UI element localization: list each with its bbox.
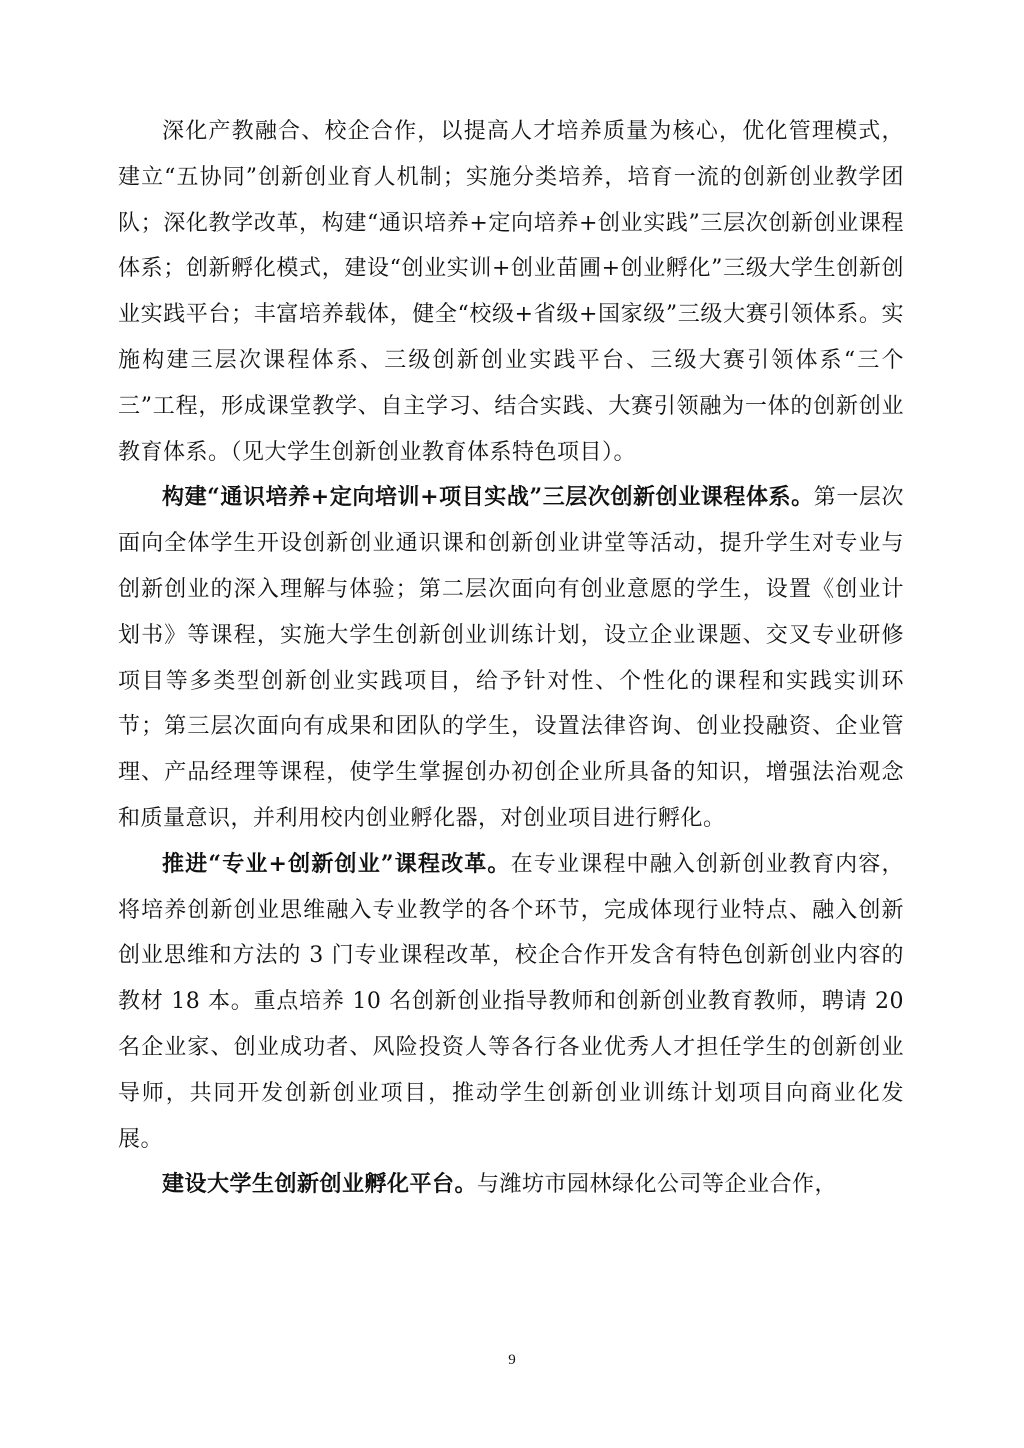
- paragraph-lead: 构建“通识培养+定向培训+项目实战”三层次创新创业课程体系。: [162, 484, 814, 511]
- document-body: [118, 109, 904, 1208]
- paragraph-curriculum-system: [118, 475, 904, 841]
- page-number: 9: [508, 1352, 516, 1368]
- paragraph-text: 与潍坊市园林绿化公司等企业合作，: [477, 1172, 838, 1198]
- paragraph-incubation-platform: [118, 1162, 904, 1208]
- paragraph-text: 深化产教融合、校企合作，以提高人才培养质量为核心，优化管理模式，建立“五协同”创新创业育人机制；实施分类培养，培育一流的创新创业教学团队；深化教学改革，构建“通识培养+定向培养+创业实践”三层次创新创业课程体系；创新孵化模式，建设“创业实训+创业苗圃+创业孵化”三级大学生创新创业实践平台；丰富培养载体，健全“校级+省级+国家级”三级大赛引领体系。实施构建三层次课程体系、三级创新创业实践平台、三级大赛引领体系“三个三”工程，形成课堂教学、自主学习、结合实践、大赛引领融为一体的创新创业教育体系。（见大学生创新创业教育体系特色项目）。: [118, 119, 904, 465]
- paragraph-lead: 推进“专业+创新创业”课程改革。: [162, 850, 511, 877]
- paragraph-text: 第一层次面向全体学生开设创新创业通识课和创新创业讲堂等活动，提升学生对专业与创新创业的深入理解与体验；第二层次面向有创业意愿的学生，设置《创业计划书》等课程，实施大学生创新创业训练计划，设立企业课题、交叉专业研修项目等多类型创新创业实践项目，给予针对性、个性化的课程和实践实训环节；第三层次面向有成果和团队的学生，设置法律咨询、创业投融资、企业管理、产品经理等课程，使学生掌握创办初创企业所具备的知识，增强法治观念和质量意识，并利用校内创业孵化器，对创业项目进行孵化。: [118, 485, 904, 831]
- paragraph-course-reform: [118, 842, 904, 1163]
- paragraph-text: 在专业课程中融入创新创业教育内容，将培养创新创业思维融入专业教学的各个环节，完成体现行业特点、融入创新创业思维和方法的 3 门专业课程改革，校企合作开发含有特色创新创业内容的教材 18 本。重点培养 10 名创新创业指导教师和创新创业教育教师，聘请 20 名企业家、创业成功者、风险投资人等各行各业优秀人才担任学生的创新创业导师，共同开发创新创业项目，推动学生创新创业训练计划项目向商业化发展。: [118, 851, 904, 1152]
- paragraph-lead: 建设大学生创新创业孵化平台。: [162, 1171, 478, 1198]
- paragraph-overview: [118, 109, 904, 475]
